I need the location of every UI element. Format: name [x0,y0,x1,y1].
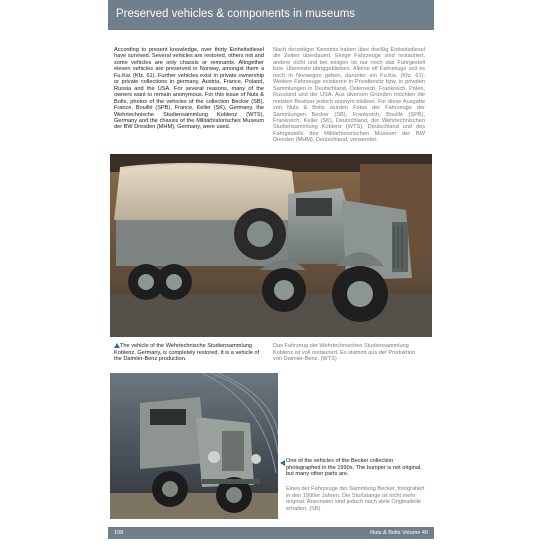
truck-illustration-becker [110,373,278,519]
publication-name: Nuts & Bolts Volume 40 [370,530,428,536]
magazine-page [108,0,434,550]
page-footer [108,527,434,539]
page-header [108,0,434,30]
photo2-caption-german: Eines der Fahrzeuge der Sammlung Becker, fotografiert in den 1990er Jahren. Die Stoßstange ist nicht mehr original. Ansonsten sind jedoch noch viele Originalteile erhalten. (SB) [286,486,425,512]
photo1-caption-german: Das Fahrzeug der Wehrtechnischen Studiensammlung Koblenz ist voll restauriert. Es stammt aus der Produktion von Daimler-Benz. (WTS) [273,343,416,362]
truck-photo-wts [110,154,432,337]
truck-photo-becker [110,373,278,519]
body-text-german: Nach derzeitiger Kenntnis haben über dreißig Einheitsdiesel die Zeiten überdauert. Einige Fahrzeuge sind restauriert, andere nicht und bei einigen ist nur noch das Fahrgestell bzw. Überreste übriggeblieben. Alleine elf Fahrzeuge soll es noch in Norwegen geben, darunter ein Fu.Kw. (Kfz. 61). Weitere Fahrzeuge existieren in Privatbesitz bzw. in privaten Sammlungen in Deutschland, Österreich, Frankreich, Polen, Russland und der USA. Aus diversen Gründen möchten die meisten Besitzer jedoch anonym bleiben. Für diese Ausgabe von Nuts & Bolts wurden Fotos der Fahrzeuge der Sammlungen Becker (SB), Frankreich, Bouillé (SPB), Frankreich, Keller (SK), Deutschland, der Wehrtechnischen Studiensammlung Koblenz (WTS), Deutschland und des Fahrgestells des Militärhistorischen Museum der BW Dresden (MHM), Deutschland, verwendet. [273,47,425,144]
truck-illustration-wts [110,154,432,337]
caption-pointer-left-icon [280,460,285,466]
body-text-english: According to present knowledge, over thirty Einheitsdiesel have survived. Several vehicles are restored, others not and some vehicles are only chassis or remnants. Altogether eleven vehicles are preserved in Norway, amongst them a Fu.Kw. (Kfz. 61). Further vehicles exist in private ownership or private collections in germany, Austria, France, Poland, Russia and the USA. For several reasons, many of the owners want to remain anonymous. For this issue of Nuts & Bolts, photos of the vehicles of the collection Becker (SB), France, Bouillé (SPB), France, Keller (SK), Germany, the Wehrtechnische Studiensammlung Koblenz (WTS), Germany and the chassis of the Militärhistorisches Museum der BW Dresden (MHM), Germany, were used. [114,47,264,131]
section-title: Preserved vehicles & components in museums [116,8,356,20]
photo1-caption-english: The vehicle of the Wehrtechnische Studiensammlung Koblenz, Germany, is completely restored. It is a vehicle of the Daimler-Benz production. [114,343,260,362]
page-number: 108 [114,530,124,536]
photo2-caption-english: One of the vehicles of the Becker collection photographed in the 1990s. The bumper is not original, but many other parts are. [286,458,422,477]
